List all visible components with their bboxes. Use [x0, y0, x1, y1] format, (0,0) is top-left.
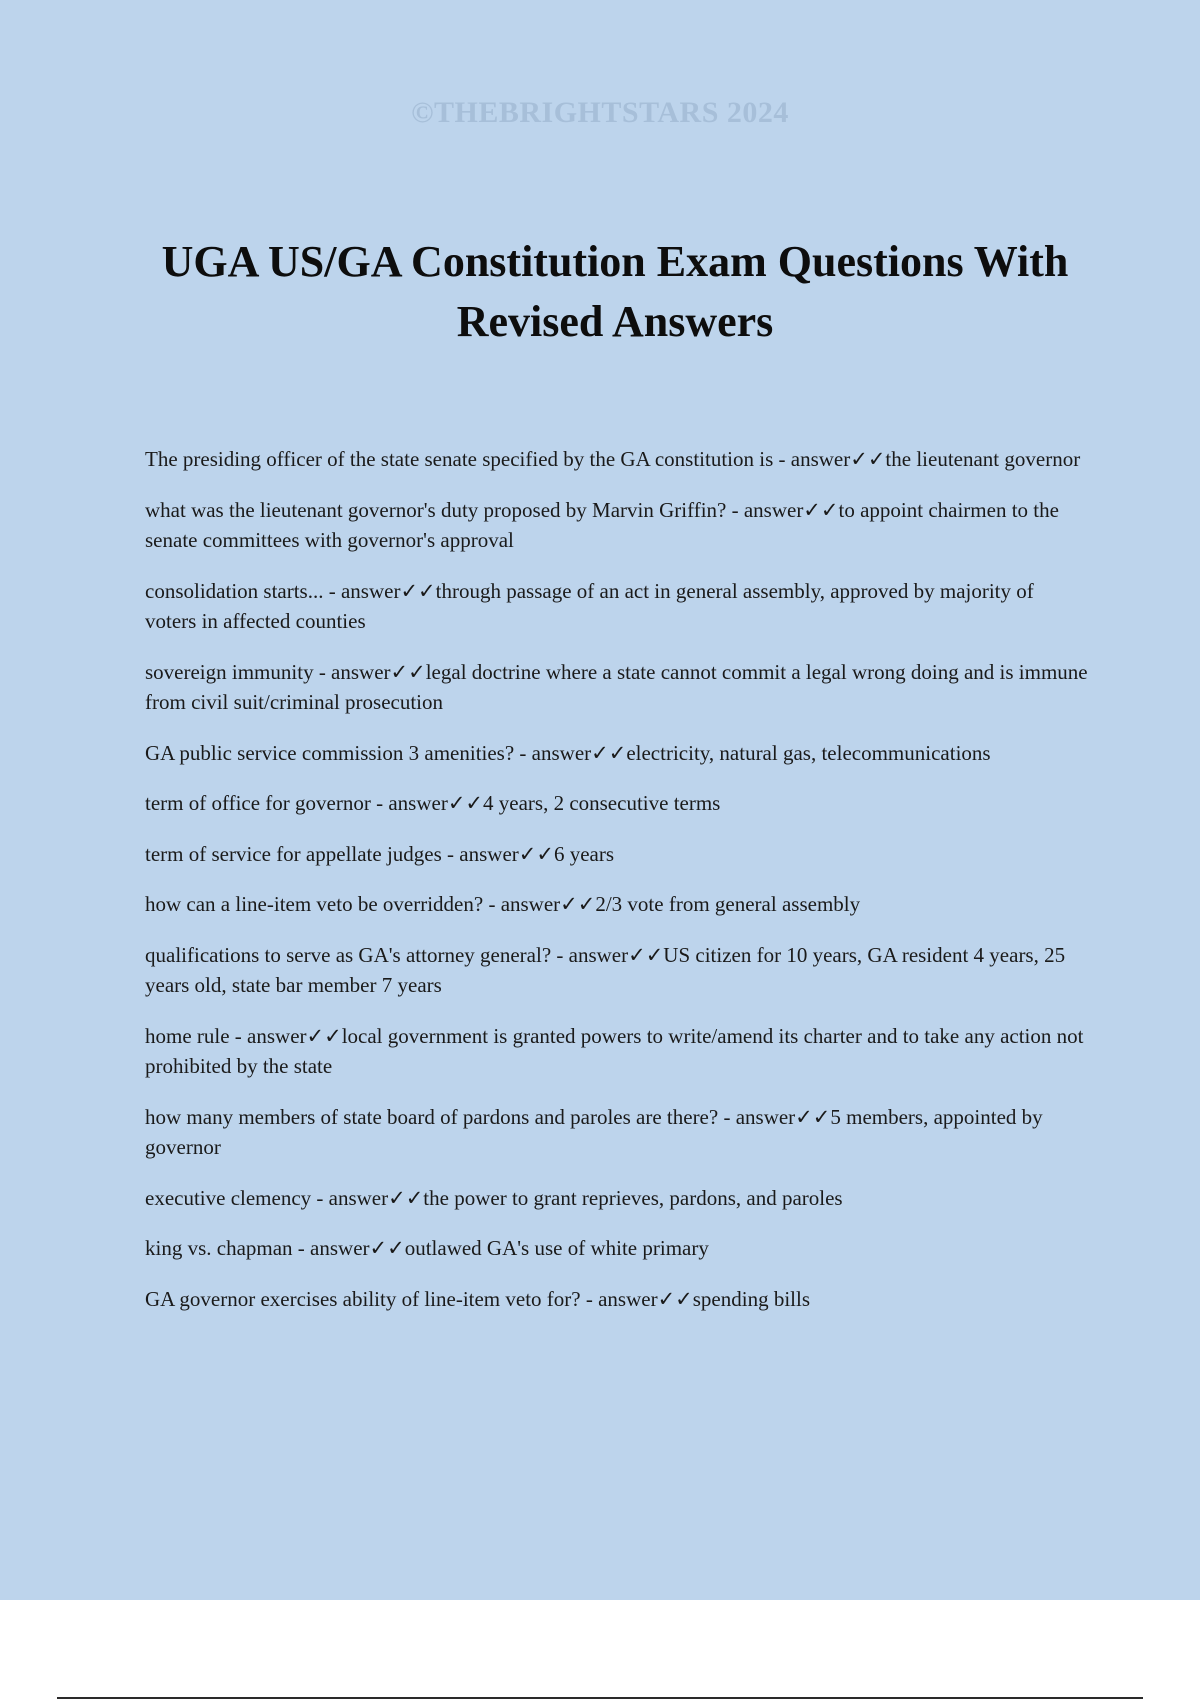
qa-item: home rule - answer✓✓local government is granted powers to write/amend its charter and to take any action not prohibited by the state	[145, 1023, 1084, 1078]
watermark: ©THEBRIGHTSTARS 2024	[411, 96, 789, 129]
document-title: UGA US/GA Constitution Exam Questions With Revised Answers	[161, 237, 1069, 346]
qa-item: sovereign immunity - answer✓✓legal doctrine where a state cannot commit a legal wrong doing and is immune from civil suit/criminal prosecution	[145, 659, 1088, 714]
qa-item: GA public service commission 3 amenities? - answer✓✓electricity, natural gas, telecommunications	[145, 740, 991, 765]
qa-item: term of office for governor - answer✓✓4 years, 2 consecutive terms	[145, 791, 721, 815]
qa-item: executive clemency - answer✓✓the power to grant reprieves, pardons, and paroles	[145, 1185, 843, 1210]
qa-item: what was the lieutenant governor's duty proposed by Marvin Griffin? - answer✓✓to appoint chairmen to the senate committees with governor's approval	[145, 497, 1059, 552]
qa-item: The presiding officer of the state senate specified by the GA constitution is - answer✓✓the lieutenant governor	[145, 447, 1081, 471]
qa-list	[145, 444, 1090, 1334]
qa-item: term of service for appellate judges - answer✓✓6 years	[145, 841, 615, 866]
qa-item: consolidation starts... - answer✓✓through passage of an act in general assembly, approved by majority of voters in affected counties	[145, 578, 1034, 633]
qa-item: king vs. chapman - answer✓✓outlawed GA's use of white primary	[145, 1236, 709, 1260]
qa-item: GA governor exercises ability of line-item veto for? - answer✓✓spending bills	[145, 1286, 811, 1311]
qa-item: qualifications to serve as GA's attorney general? - answer✓✓US citizen for 10 years, GA resident 4 years, 25 years old, state bar member 7 years	[145, 942, 1066, 997]
page-bottom-divider	[57, 1697, 1143, 1699]
qa-item: how many members of state board of pardons and paroles are there? - answer✓✓5 members, appointed by governor	[145, 1104, 1043, 1159]
qa-item: how can a line-item veto be overridden? - answer✓✓2/3 vote from general assembly	[145, 892, 861, 916]
